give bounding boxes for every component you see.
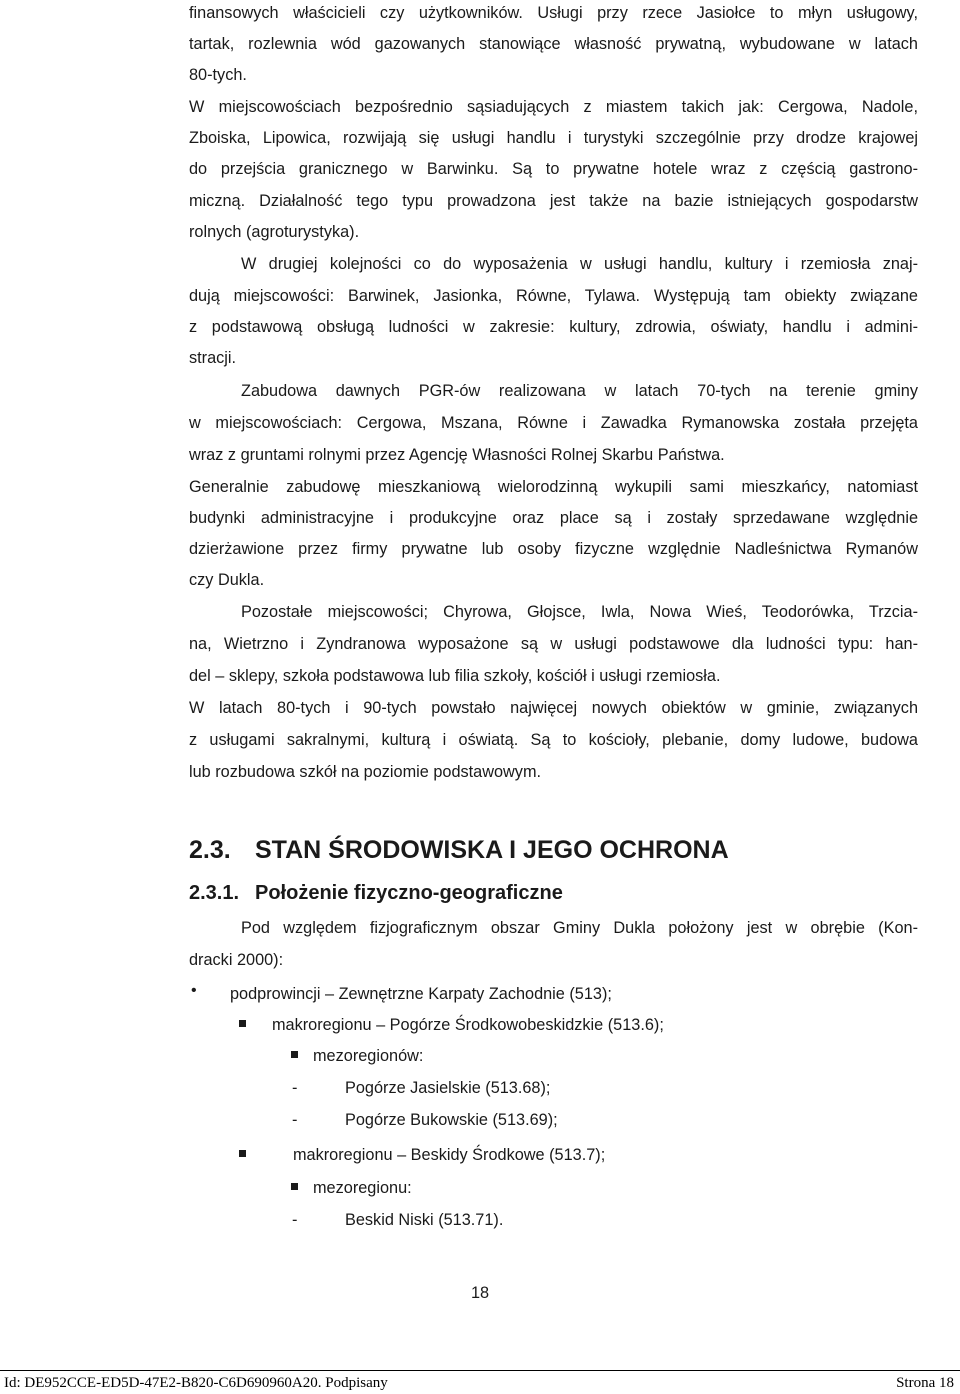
text-line: miczną. Działalność tego typu prowadzona jest także na bazie istniejących gospodarstw	[189, 192, 918, 210]
text-line: budynki administracyjne i produkcyjne oraz place są i zostały sprzedawane względnie	[189, 509, 918, 527]
text-line: finansowych właścicieli czy użytkowników. Usługi przy rzece Jasiołce to młyn usługowy,	[189, 4, 918, 22]
list-item: makroregionu – Beskidy Środkowe (513.7);	[293, 1146, 606, 1164]
footer-document-id: Id: DE952CCE-ED5D-47E2-B820-C6D690960A20. Podpisany	[4, 1375, 388, 1391]
text-line: do przejścia granicznego w Barwinku. Są to prywatne hotele wraz z częścią gastrono-	[189, 160, 918, 178]
square-bullet-icon	[291, 1051, 298, 1058]
text-line: dzierżawione przez firmy prywatne lub osoby fizyczne względnie Nadleśnictwa Rymanów	[189, 540, 918, 558]
text-line: stracji.	[189, 349, 237, 367]
text-line: Zboiska, Lipowica, rozwijają się usługi handlu i turystyki szczególnie przy drodze krajowej	[189, 129, 918, 147]
text-line: Zabudowa dawnych PGR-ów realizowana w latach 70-tych na terenie gminy	[241, 382, 918, 400]
dash-bullet: -	[292, 1079, 298, 1097]
footer-divider	[0, 1370, 960, 1371]
list-item: Pogórze Bukowskie (513.69);	[345, 1111, 558, 1129]
text-line: del – sklepy, szkoła podstawowa lub filia szkoły, kościół i usługi rzemiosła.	[189, 667, 721, 685]
text-line: w miejscowościach: Cergowa, Mszana, Równe i Zawadka Rymanowska została przejęta	[189, 414, 918, 432]
list-item: Pogórze Jasielskie (513.68);	[345, 1079, 551, 1097]
text-line: na, Wietrzno i Zyndranowa wyposażone są w usługi podstawowe dla ludności typu: han-	[189, 635, 918, 653]
text-line: W miejscowościach bezpośrednio sąsiadujących z miastem takich jak: Cergowa, Nadole,	[189, 98, 918, 116]
text-line: z usługami sakralnymi, kulturą i oświatą. Są to kościoły, plebanie, domy ludowe, budowa	[189, 731, 918, 749]
text-line: W latach 80-tych i 90-tych powstało najwięcej nowych obiektów w gminie, związanych	[189, 699, 918, 717]
section-title: STAN ŚRODOWISKA I JEGO OCHRONA	[255, 836, 729, 864]
dash-bullet: -	[292, 1211, 298, 1229]
text-line: dują miejscowości: Barwinek, Jasionka, Równe, Tylawa. Występują tam obiekty związane	[189, 287, 918, 305]
square-bullet-icon	[239, 1020, 246, 1027]
list-item: Beskid Niski (513.71).	[345, 1211, 504, 1229]
subsection-number: 2.3.1.	[189, 882, 240, 904]
text-line: W drugiej kolejności co do wyposażenia w usługi handlu, kultury i rzemiosła znaj-	[241, 255, 918, 273]
list-item: podprowincji – Zewnętrzne Karpaty Zachodnie (513);	[230, 985, 612, 1003]
subsection-title: Położenie fizyczno-geograficzne	[255, 882, 563, 904]
text-line: wraz z gruntami rolnymi przez Agencję Własności Rolnej Skarbu Państwa.	[189, 446, 725, 464]
list-item: mezoregionów:	[313, 1047, 424, 1065]
page-number: 18	[470, 1284, 490, 1302]
square-bullet-icon	[291, 1183, 298, 1190]
footer-page-label: Strona 18	[896, 1375, 954, 1391]
text-line: 80-tych.	[189, 66, 247, 84]
text-line: lub rozbudowa szkół na poziomie podstawowym.	[189, 763, 542, 781]
list-item: mezoregionu:	[313, 1179, 412, 1197]
text-line: Generalnie zabudowę mieszkaniową wielorodzinną wykupili sami mieszkańcy, natomiast	[189, 478, 918, 496]
text-line: rolnych (agroturystyka).	[189, 223, 360, 241]
subsection-heading	[189, 882, 563, 905]
text-line: dracki 2000):	[189, 951, 284, 969]
list-item: makroregionu – Pogórze Środkowobeskidzkie (513.6);	[272, 1016, 664, 1034]
text-line: Pod względem fizjograficznym obszar Gminy Dukla położony jest w obrębie (Kon-	[241, 919, 918, 937]
text-line: z podstawową obsługą ludności w zakresie: kultury, zdrowia, oświaty, handlu i admini-	[189, 318, 918, 336]
section-heading	[189, 836, 729, 865]
text-line: Pozostałe miejscowości; Chyrowa, Głojsce, Iwla, Nowa Wieś, Teodorówka, Trzcia-	[241, 603, 918, 621]
text-line: tartak, rozlewnia wód gazowanych stanowiące własność prywatną, wybudowane w latach	[189, 35, 918, 53]
dash-bullet: -	[292, 1111, 298, 1129]
square-bullet-icon	[239, 1150, 246, 1157]
text-line: czy Dukla.	[189, 571, 265, 589]
section-number: 2.3.	[189, 836, 231, 864]
bullet-dot-icon: •	[191, 982, 197, 999]
